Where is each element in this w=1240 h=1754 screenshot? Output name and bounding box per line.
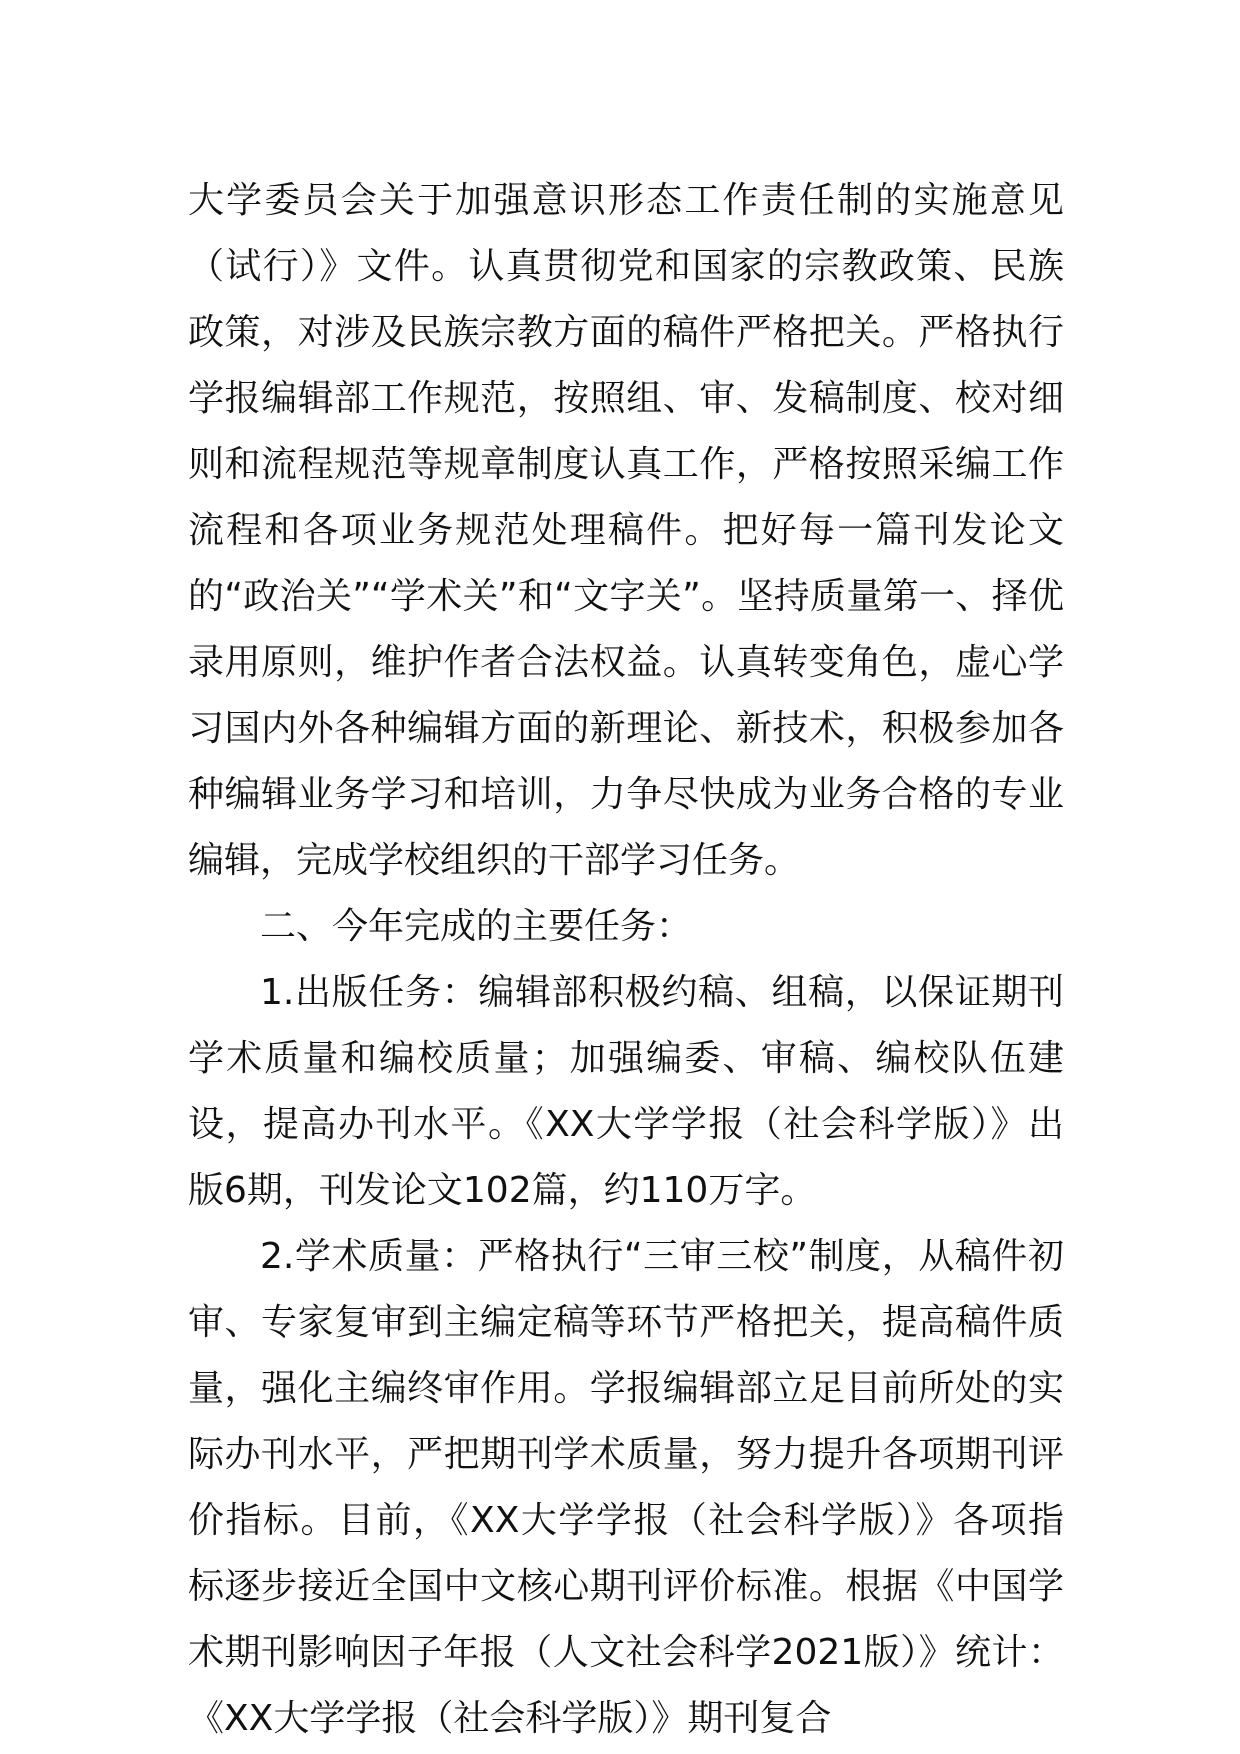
paragraph-publishing-tasks: 1.出版任务：编辑部积极约稿、组稿，以保证期刊学术质量和编校质量；加强编委、审稿、编校队伍建设，提高办刊水平。《XX大学学报（社会科学版）》出版6期，刊发论文102篇，约110万字。 [188,972,1064,1211]
paragraph-ideology-work: 大学委员会关于加强意识形态工作责任制的实施意见（试行）》文件。认真贯彻党和国家的宗教政策、民族政策，对涉及民族宗教方面的稿件严格把关。严格执行学报编辑部工作规范，按照组、审、发稿制度、校对细则和流程规范等规章制度认真工作，严格按照采编工作流程和各项业务规范处理稿件。把好每一篇刊发论文的“政治关”“学术关”和“文字关”。坚持质量第一、择优录用原则，维护作者合法权益。认真转变角色，虚心学习国内外各种编辑方面的新理论、新技术，积极参加各种编辑业务学习和培训，力争尽快成为业务合格的专业编辑，完成学校组织的干部学习任务。 [188,180,1064,881]
paragraph-academic-quality: 2.学术质量：严格执行“三审三校”制度，从稿件初审、专家复审到主编定稿等环节严格把关，提高稿件质量，强化主编终审作用。学报编辑部立足目前所处的实际办刊水平，严把期刊学术质量，努力提升各项期刊评价指标。目前，《XX大学学报（社会科学版）》各项指标逐步接近全国中文核心期刊评价标准。根据《中国学术期刊影响因子年报（人文社会科学2021版）》统计：《XX大学学报（社会科学版）》期刊复合 [188,1236,1064,1739]
document-body [188,168,1064,1752]
section-heading-main-tasks: 二、今年完成的主要任务： [260,906,693,947]
